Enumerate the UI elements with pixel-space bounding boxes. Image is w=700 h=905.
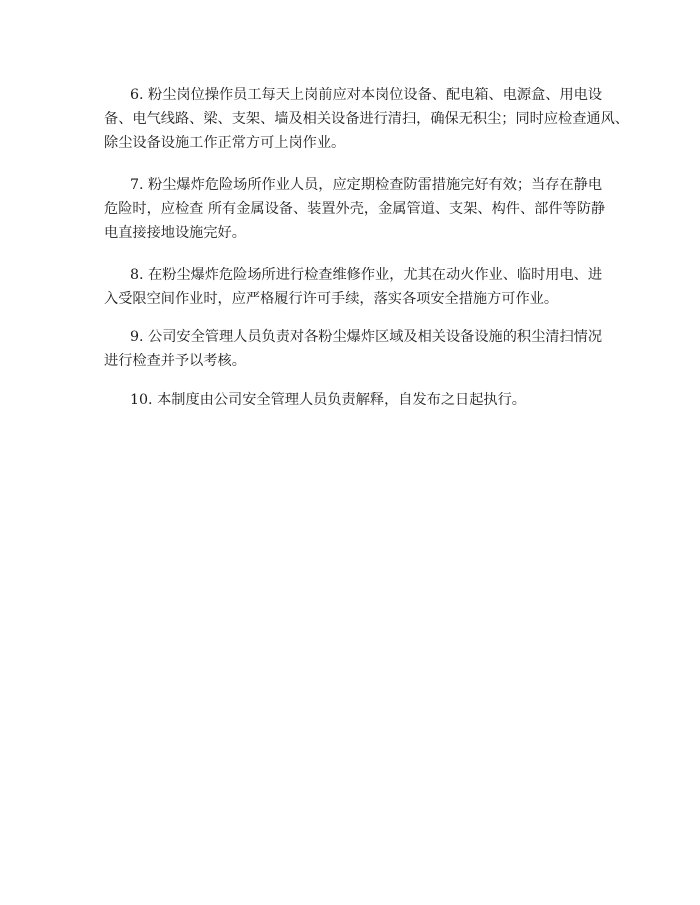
paragraph-line: 入受限空间作业时，应严格履行许可手续，落实各项安全措施方可作业。 bbox=[104, 291, 559, 307]
paragraph-item-10 bbox=[104, 388, 624, 412]
paragraph-line: 9. 公司安全管理人员负责对各粉尘爆炸区域及相关设备设施的积尘清扫情况 bbox=[130, 329, 603, 345]
paragraph-line: 10. 本制度由公司安全管理人员负责解释，自发布之日起执行。 bbox=[130, 392, 526, 408]
paragraph-item-8 bbox=[104, 263, 624, 311]
paragraph-line: 7. 粉尘爆炸危险场所作业人员，应定期检查防雷措施完好有效；当存在静电 bbox=[130, 177, 603, 193]
paragraph-line: 6. 粉尘岗位操作员工每天上岗前应对本岗位设备、配电箱、电源盒、用电设 bbox=[130, 87, 603, 103]
paragraph-line: 8. 在粉尘爆炸危险场所进行检查维修作业，尤其在动火作业、临时用电、进 bbox=[130, 267, 603, 283]
paragraph-line: 进行检查并予以考核。 bbox=[104, 353, 246, 369]
paragraph-line: 除尘设备设施工作正常方可上岗作业。 bbox=[104, 135, 346, 151]
paragraph-item-9 bbox=[104, 325, 624, 373]
paragraph-item-7 bbox=[104, 173, 624, 245]
paragraph-item-6 bbox=[104, 83, 629, 155]
paragraph-line: 备、电气线路、梁、支架、墙及相关设备进行清扫，确保无积尘；同时应检查通风、 bbox=[104, 111, 629, 127]
paragraph-line: 危险时，应检查 所有金属设备、装置外壳，金属管道、支架、构件、部件等防静 bbox=[104, 201, 606, 217]
paragraph-line: 电直接接地设施完好。 bbox=[104, 225, 246, 241]
